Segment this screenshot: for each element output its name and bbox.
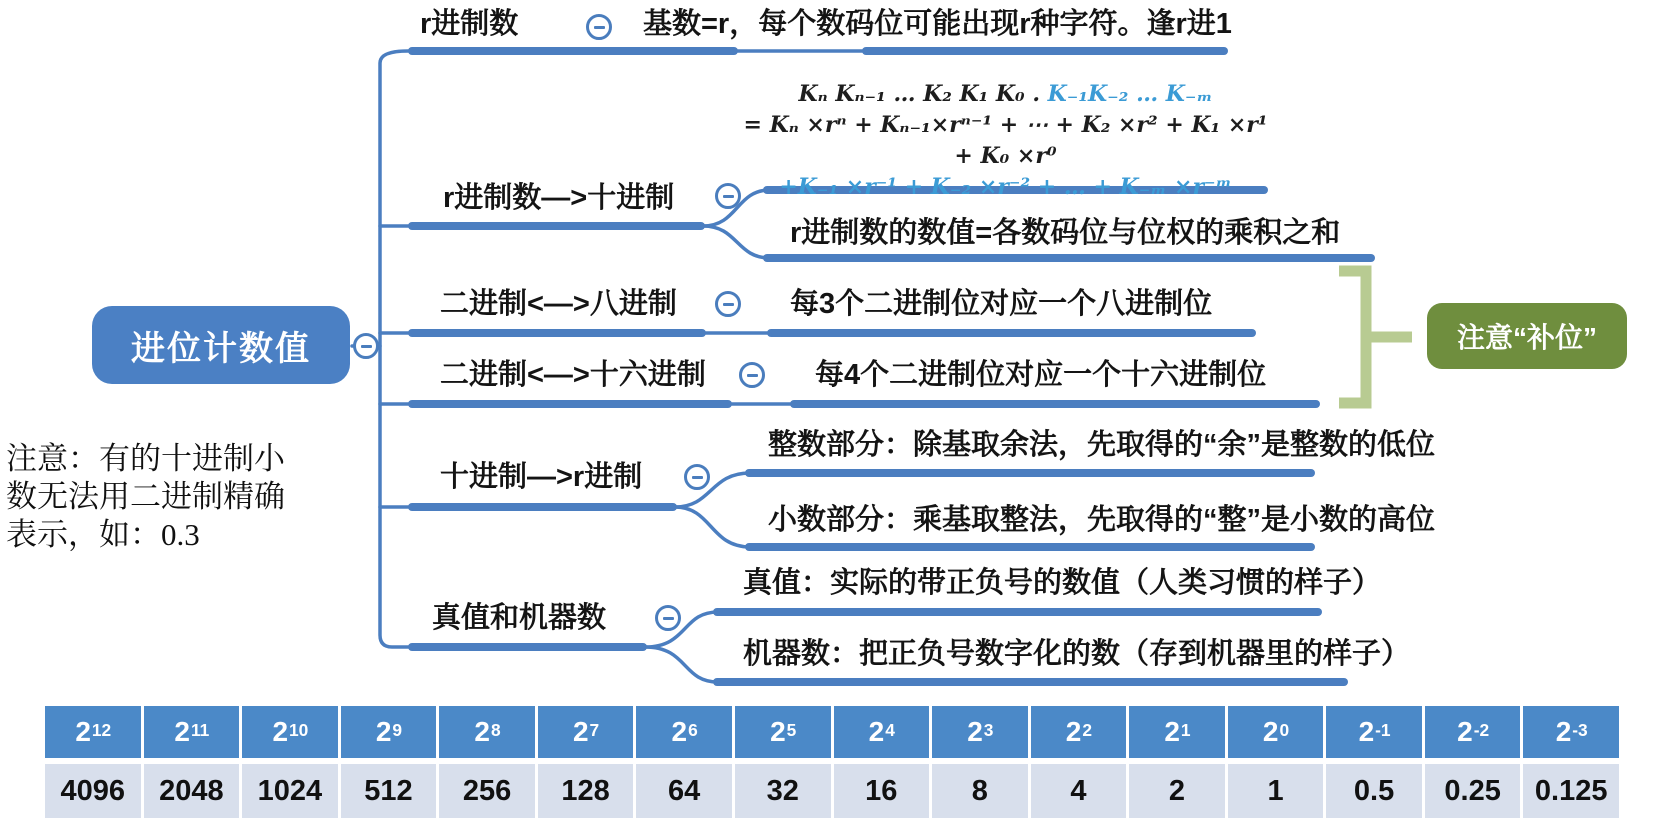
underline-b5-child-integer: [745, 469, 1315, 477]
table-value-cell: 128: [538, 764, 634, 818]
table-header-cell: 2 $^4$: [834, 706, 930, 758]
topic-b5-child-integer[interactable]: 整数部分：除基取余法，先取得的“余”是整数的低位: [768, 429, 1436, 461]
table-value-cell: 0.125: [1523, 764, 1619, 818]
topic-b1-child[interactable]: 基数=r，每个数码位可能出现r种字符。逢r进1: [643, 8, 1232, 40]
table-value-cell: 2048: [144, 764, 240, 818]
collapse-icon-b1[interactable]: [586, 14, 612, 40]
table-header-cell: 2 $^{11}$: [144, 706, 240, 758]
table-value-cell: 2: [1129, 764, 1225, 818]
table-value-cell: 64: [636, 764, 732, 818]
underline-b2-child: [763, 254, 1375, 262]
topic-b6-child-machine[interactable]: 机器数：把正负号数字化的数（存到机器里的样子）: [743, 638, 1411, 670]
table-value-cell: 512: [341, 764, 437, 818]
minus-glyph: [361, 345, 372, 348]
table-header-cell: 2 $^2$: [1031, 706, 1127, 758]
root-topic-label: 进位计数值: [131, 329, 311, 368]
table-value-cell: 0.5: [1326, 764, 1422, 818]
minus-glyph: [723, 303, 734, 306]
table-value-cell: 256: [439, 764, 535, 818]
topic-b3-label[interactable]: 二进制<—>八进制: [440, 288, 677, 320]
table-header-cell: 2 $^1$: [1129, 706, 1225, 758]
table-header-cell: 2 $^{-3}$: [1523, 706, 1619, 758]
underline-b4-child: [790, 400, 1320, 408]
table-header-cell: 2 $^0$: [1228, 706, 1324, 758]
topic-b5-child-fraction[interactable]: 小数部分：乘基取整法，先取得的“整”是小数的高位: [768, 504, 1436, 536]
table-header-cell: 2 $^7$: [538, 706, 634, 758]
table-header-cell: 2 $^5$: [735, 706, 831, 758]
collapse-icon-b6[interactable]: [655, 605, 681, 631]
note-line: 数无法用二进制精确: [6, 479, 285, 514]
topic-b1-label[interactable]: r进制数: [420, 8, 519, 40]
table-value-cell: 4096: [45, 764, 141, 818]
underline-b1-label: [408, 47, 738, 55]
underline-b3-label: [408, 329, 706, 337]
table-value-cell: 8: [932, 764, 1028, 818]
underline-b4-label: [408, 400, 732, 408]
topic-b6-label[interactable]: 真值和机器数: [432, 602, 607, 634]
underline-b3-child: [767, 329, 1256, 337]
topic-b2-child[interactable]: r进制数的数值=各数码位与位权的乘积之和: [790, 217, 1341, 249]
grouping-bracket: [1339, 271, 1412, 403]
underline-b5-child-fraction: [745, 543, 1315, 551]
topic-b4-child[interactable]: 每4个二进制位对应一个十六进制位: [815, 359, 1267, 391]
topic-b5-label[interactable]: 十进制—>r进制: [440, 461, 643, 493]
underline-b1-child: [862, 47, 1228, 55]
topic-b2-formula[interactable]: [733, 79, 1278, 203]
table-header-cell: 2 $^{-2}$: [1425, 706, 1521, 758]
minus-glyph: [663, 617, 674, 620]
callout-label: 注意“补位”: [1456, 322, 1597, 353]
underline-b2-label: [408, 222, 705, 230]
powers-table-header-row: [45, 706, 1619, 758]
topic-b4-label[interactable]: 二进制<—>十六进制: [440, 359, 706, 391]
note-line: 注意：有的十进制小: [6, 441, 285, 476]
collapse-icon-b5[interactable]: [684, 464, 710, 490]
formula-line3: +K₋₁ ×r⁻¹ + K₋₂ ×r⁻² + … + K₋ₘ ×r⁻ᵐ: [779, 174, 1232, 200]
minus-glyph: [723, 195, 734, 198]
powers-table-value-row: [45, 758, 1619, 818]
side-note: [6, 440, 356, 554]
underline-b6-child-true: [713, 608, 1322, 616]
callout-box[interactable]: [1427, 303, 1627, 369]
table-header-cell: 2 $^{12}$: [45, 706, 141, 758]
formula-line1: Kₙ Kₙ₋₁ … K₂ K₁ K₀ . K₋₁K₋₂ … K₋ₘ: [798, 81, 1213, 107]
table-value-cell: 1: [1228, 764, 1324, 818]
minus-glyph: [747, 374, 758, 377]
table-value-cell: 1024: [242, 764, 338, 818]
topic-b3-child[interactable]: 每3个二进制位对应一个八进制位: [790, 288, 1213, 320]
table-header-cell: 2 $^{10}$: [242, 706, 338, 758]
note-line: 表示，如：0.3: [6, 517, 200, 552]
table-value-cell: 16: [834, 764, 930, 818]
table-value-cell: 0.25: [1425, 764, 1521, 818]
table-header-cell: 2 $^9$: [341, 706, 437, 758]
table-header-cell: 2 $^8$: [439, 706, 535, 758]
table-header-cell: 2 $^6$: [636, 706, 732, 758]
collapse-icon-b4[interactable]: [739, 362, 765, 388]
table-header-cell: 2 $^{-1}$: [1326, 706, 1422, 758]
powers-of-two-table: [45, 706, 1619, 818]
topic-b2-label[interactable]: r进制数—>十进制: [443, 182, 675, 214]
collapse-icon-root[interactable]: [353, 333, 379, 359]
table-value-cell: 4: [1031, 764, 1127, 818]
table-value-cell: 32: [735, 764, 831, 818]
topic-b6-child-true[interactable]: 真值：实际的带正负号的数值（人类习惯的样子）: [743, 567, 1382, 599]
minus-glyph: [594, 26, 605, 29]
minus-glyph: [692, 476, 703, 479]
underline-b6-label: [408, 643, 647, 651]
underline-b5-label: [408, 503, 677, 511]
underline-b6-child-machine: [713, 678, 1348, 686]
collapse-icon-b3[interactable]: [715, 291, 741, 317]
formula-line2: = Kₙ ×rⁿ + Kₙ₋₁×rⁿ⁻¹ + ⋯ + K₂ ×r² + K₁ ×r¹ + K₀ ×r⁰: [743, 112, 1268, 169]
root-topic[interactable]: [92, 306, 350, 384]
table-header-cell: 2 $^3$: [932, 706, 1028, 758]
